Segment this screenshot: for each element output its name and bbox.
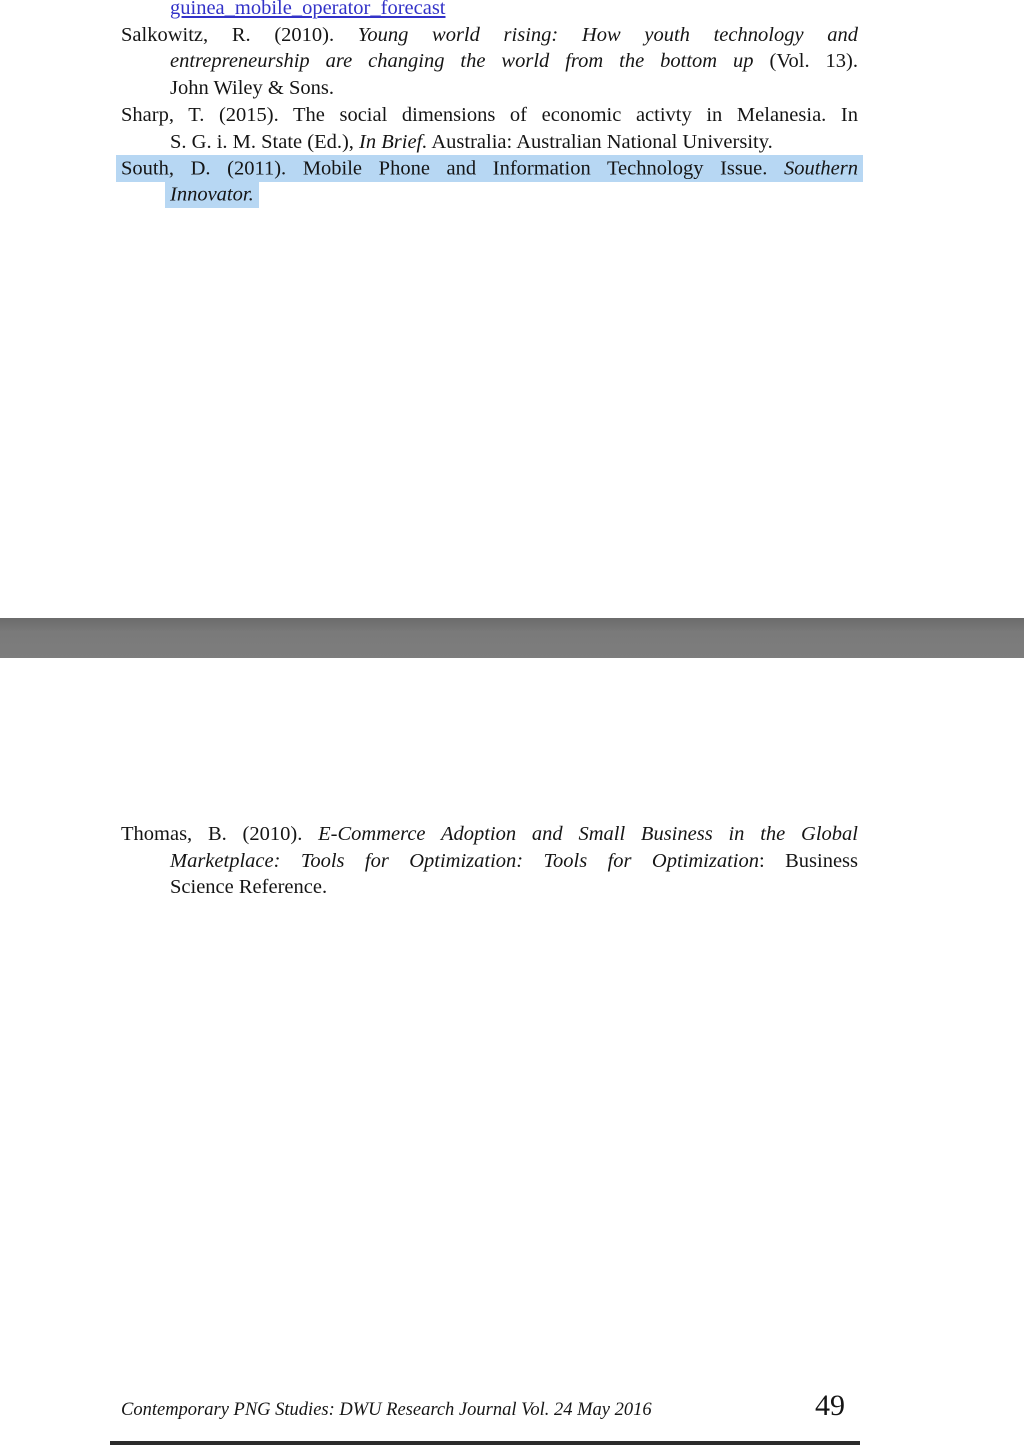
reference-line [121, 874, 858, 901]
header-rule [110, 1441, 860, 1445]
reference-text: : Business [759, 849, 858, 872]
reference-line [121, 182, 858, 209]
reference-line [121, 129, 858, 156]
reference-line [121, 0, 858, 22]
reference-text-italic: Marketplace: Tools for Optimization: Tools for Optimization [170, 849, 759, 872]
text-selection-highlight [165, 181, 259, 208]
reference-text: (Vol. 13). [769, 50, 859, 73]
pdf-page-1 [0, 0, 1024, 618]
reference-text: S. G. i. M. State (Ed.), [170, 130, 360, 153]
reference-text: Sharp, T. (2015). The social dimensions of economic activty in Melanesia. In [121, 103, 858, 126]
reference-text: South, D. (2011). Mobile Phone and Information Technology Issue. [121, 157, 784, 180]
journal-title: Contemporary PNG Studies: DWU Research Journal Vol. 24 May 2016 [121, 1400, 652, 1420]
reference-text-italic: entrepreneurship are changing the world from the bottom up [170, 50, 770, 73]
reference-text: Australia: Australian National University. [427, 130, 773, 153]
reference-text: Science Reference. [170, 876, 328, 899]
reference-line [121, 22, 858, 49]
page-separator [0, 618, 1024, 659]
reference-line [121, 155, 858, 182]
reference-text-italic: E-Commerce Adoption and Small Business in the Global [318, 823, 858, 845]
reference-line [121, 848, 858, 875]
reference-text-italic: In Brief. [359, 130, 428, 153]
reference-line [121, 102, 858, 129]
references-list-page1 [121, 0, 858, 209]
reference-line [121, 48, 858, 75]
references-list-page2 [121, 821, 858, 901]
reference-text: John Wiley & Sons. [170, 77, 334, 100]
reference-line [121, 75, 858, 102]
reference-text: Thomas, B. (2010). [121, 823, 319, 845]
pdf-page-2 [0, 658, 1024, 1422]
reference-text-italic: Innovator. [170, 183, 254, 206]
reference-text-italic: Young world rising: How youth technology and [357, 23, 858, 46]
reference-text-italic: Southern [783, 157, 858, 180]
page-number: 49 [815, 1389, 845, 1422]
text-selection-highlight [116, 155, 863, 182]
reference-line [121, 821, 858, 848]
reference-text: Salkowitz, R. (2010). [121, 23, 358, 46]
page-header [121, 1391, 858, 1425]
reference-hyperlink[interactable]: guinea_mobile_operator_forecast [170, 0, 446, 19]
